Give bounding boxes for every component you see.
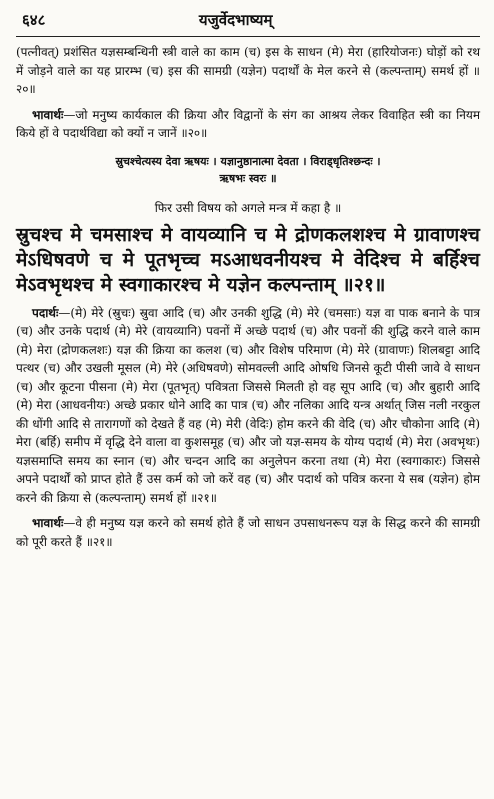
running-title: यजुर्वेदभाष्यम् [198,11,273,29]
intro-line: फिर उसी विषय को अगले मन्त्र में कहा है ॥ [154,200,342,215]
mantra-meta [16,153,480,187]
padarth-label: पदार्थः [32,305,59,320]
padarth-text: —(मे) मेरे (स्रुचः) स्रुवा आदि (च) और उनकी शुद्धि (मे) मेरे (चमसाः) यज्ञ वा पाक बनाने के पात्र (च) और उनके पदार्थ (मे) मेरे (वायव्यानि) पवनों में अच्छे पदार्थ (च) और पवनों की शुद्धि करने वाले काम (मे) मेरा (द्रोणकलशः) यज्ञ की क्रिया का कलश (च) और विशेष परिमाण (मे) मेरे (ग्रावाणः) शिलबट्टा आदि पत्थर (च) और उखली मूसल (मे) मेरे (अधिषवणे) सोमवल्ली आदि ओषधि जिनसे कूटी पीसी जावे वे साधन (च) और कूटना पीसना (मे) मेरा (पूतभृत्) पवित्रता जिससे मिलती हो वह सूप आदि (च) और बुहारी आदि (मे) मेरा (आधवनीयः) अच्छे प्रकार धोने आदि का पात्र (च) और नलिका आदि यन्त्र अर्थात् जिस नली नरकुल की धोंगी आदि से तारागणों को देखते हैं वह (मे) मेरी (वेदिः) होम करने की वेदि (च) और चौकोना आदि (मे) मेरा (बर्हि) समीप में वृद्धि देने वाला वा कुशसमूह (च) और जो यज्ञ-समय के योग्य पदार्थ (मे) मेरा (अवभृथः) यज्ञसमाप्ति समय का स्नान (च) और चन्दन आदि का अनुलेपन करना तथा (मे) मेरा (स्वगाकारः) जिससे अपने पदार्थों को प्राप्त होते हैं उस कर्म को जो करें वह (च) और पदार्थ को पवित्र करना ये सब (यज्ञेन) होम करने की क्रिया से (कल्पन्ताम्) समर्थ हों ॥२१॥ [16,305,480,505]
page-number: ६४८ [22,11,46,29]
header-rule [16,36,480,37]
previous-padarth-continuation: (पत्नीवत्) प्रशंसित यज्ञसम्बन्धिनी स्त्री वाले का काम (च) इस के साधन (मे) मेरा (हारियोजनः) घोड़ों को रथ में जोड़ने वाले का यह प्रारम्भ (च) इस की सामग्री (यज्ञेन) पदार्थों के मेल करने से (कल्पन्ताम्) समर्थ हों ॥२०॥ [16,45,480,96]
padarth-section [16,304,480,508]
mantra-text: स्रुचश्च मे चमसाश्च मे वायव्यानि च मे द्रोणकलशश्च मे ग्रावाणश्च मेऽधिषवणे च मे पूतभृच्च मऽआधवनीयश्च मे वेदिश्च मे बर्हिश्च मेऽवभृथश्च मे स्वगाकारश्च मे यज्ञेन कल्पन्ताम् ॥२१॥ [16,223,480,296]
bhavarth-text: —वे ही मनुष्य यज्ञ करने को समर्थ होते हैं जो साधन उपसाधनरूप यज्ञ के सिद्ध करने की सामग्री को पूरी करते हैं ॥२१॥ [16,516,480,549]
mantra-meta-line: स्रुचश्चेत्यस्य देवा ऋषयः । यज्ञानुष्ठानात्मा देवता । विराड्धृतिश्छन्दः । [115,154,381,168]
previous-bhavarth [16,106,480,143]
bhavarth-label: भावार्थः [32,516,64,530]
bhavarth-section [16,514,480,551]
bhavarth-label: भावार्थः [32,107,64,122]
mantra-meta-line: ऋषभः स्वरः ॥ [219,171,277,185]
bhavarth-text: —जो मनुष्य कार्यकाल की क्रिया और विद्वानों के संग का आश्रय लेकर विवाहित स्त्री का नियम किये हों वे पदार्थविद्या को क्यों न जानें ॥२०॥ [16,107,480,140]
page-header [16,10,480,32]
